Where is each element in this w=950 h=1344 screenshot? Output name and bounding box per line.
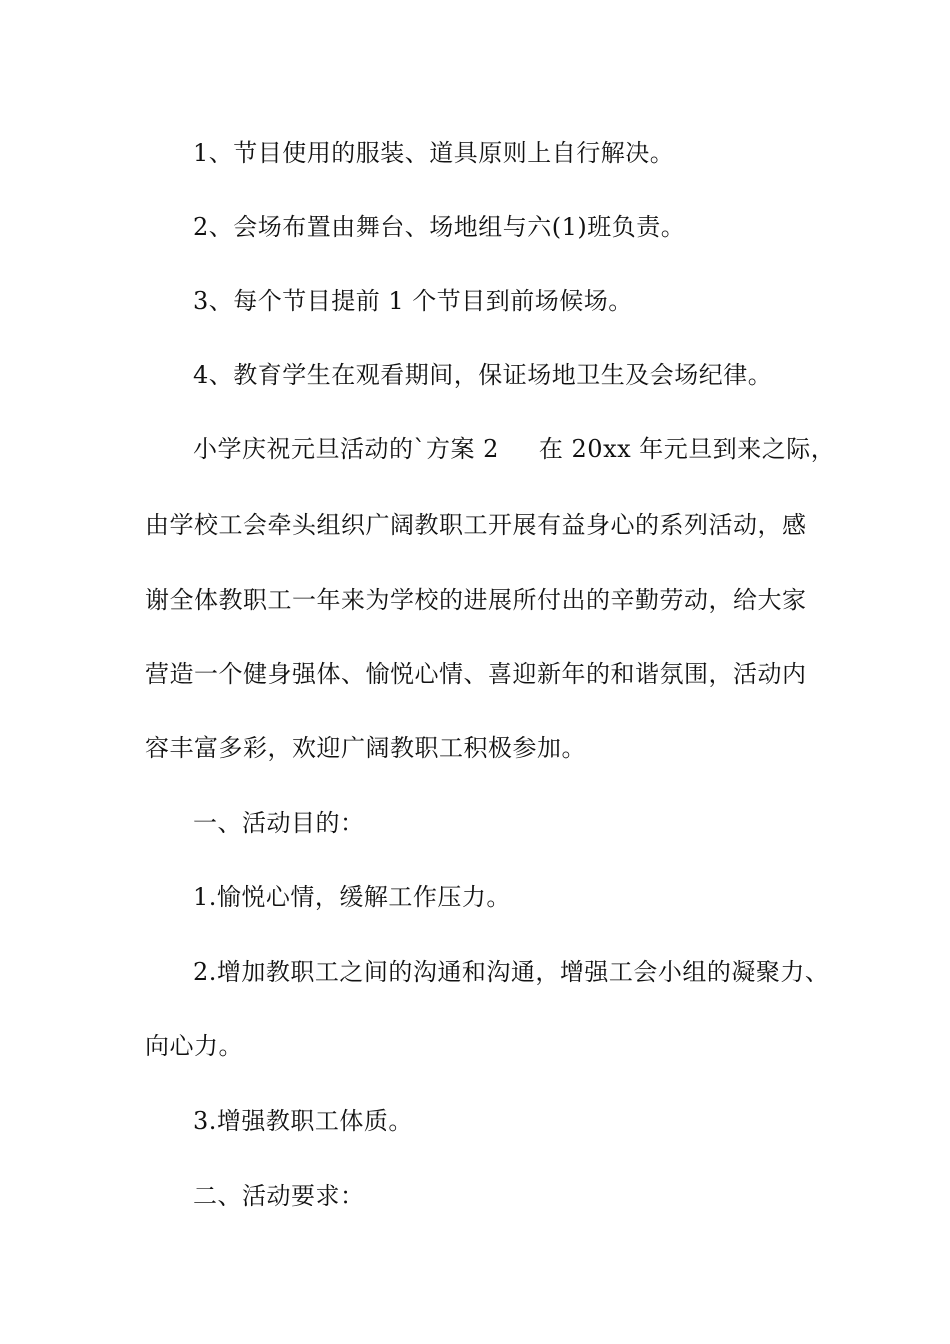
paragraph-line: 营造一个健身强体、愉悦心情、喜迎新年的和谐氛围，活动内 xyxy=(145,660,807,688)
purpose-item-2-continued: 向心力。 xyxy=(145,1032,243,1060)
intro-start: 在 20xx 年元旦到来之际， xyxy=(538,435,836,463)
plan-title: 小学庆祝元旦活动的`方案 2 xyxy=(193,435,499,463)
section-heading-requirements: 二、活动要求： xyxy=(193,1182,365,1210)
rule-item-3: 3、每个节目提前 1 个节目到前场候场。 xyxy=(193,287,633,315)
rule-item-1: 1、节目使用的服装、道具原则上自行解决。 xyxy=(193,139,675,167)
purpose-item-2: 2.增加教职工之间的沟通和沟通，增强工会小组的凝聚力、 xyxy=(193,958,830,986)
rule-item-2: 2、会场布置由舞台、场地组与六(1)班负责。 xyxy=(193,213,686,241)
paragraph-line: 谢全体教职工一年来为学校的进展所付出的辛勤劳动，给大家 xyxy=(145,586,807,614)
purpose-item-1: 1.愉悦心情，缓解工作压力。 xyxy=(193,883,511,911)
section-heading-purpose: 一、活动目的： xyxy=(193,809,365,837)
plan-heading-line xyxy=(193,434,835,464)
paragraph-line: 由学校工会牵头组织广阔教职工开展有益身心的系列活动，感 xyxy=(145,511,807,539)
rule-item-4: 4、教育学生在观看期间，保证场地卫生及会场纪律。 xyxy=(193,361,773,389)
paragraph-line: 容丰富多彩，欢迎广阔教职工积极参加。 xyxy=(145,734,586,762)
purpose-item-3: 3.增强教职工体质。 xyxy=(193,1107,413,1135)
